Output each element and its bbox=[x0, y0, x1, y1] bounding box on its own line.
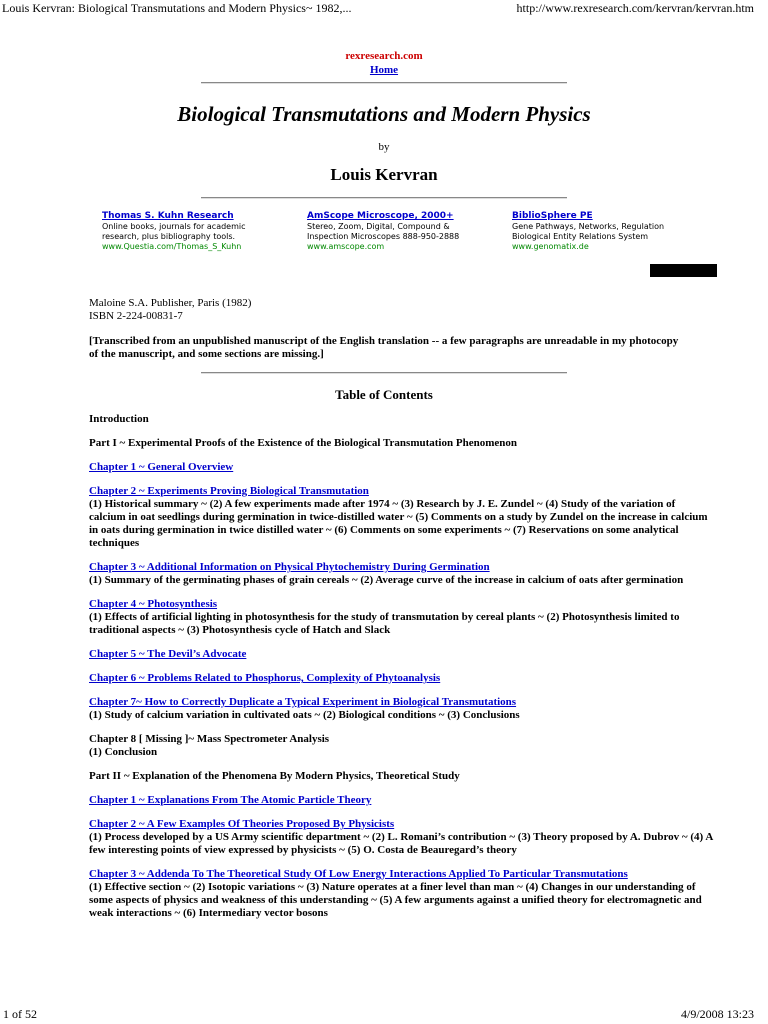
toc-chapter-desc: (1) Effects of artificial lighting in photosynthesis for the study of transmutation by cereal plants ~ (2) Photosynthesis limited to traditional aspects ~ (3) Photosynthesis cycle of Hatch and Slack bbox=[89, 611, 680, 636]
toc-chapter-desc: (1) Process developed by a US Army scientific department ~ (2) L. Romani’s contribution ~ (3) Theory proposed by A. Dubrov ~ (4) A few interesting points of view expressed by physicists ~ (5) O. Costa de Beauregard’s theory bbox=[89, 831, 713, 856]
print-footer bbox=[0, 1006, 768, 1024]
author-name: Louis Kervran bbox=[330, 165, 438, 184]
toc-p2-chapter-1-link[interactable]: Chapter 1 ~ Explanations From The Atomic Particle Theory bbox=[89, 794, 372, 806]
page-title: Biological Transmutations and Modern Physics bbox=[177, 102, 591, 126]
divider bbox=[201, 197, 567, 199]
home-link[interactable]: Home bbox=[369, 64, 399, 76]
isbn: ISBN 2-224-00831-7 bbox=[89, 310, 183, 322]
toc-p1-chapter-2-link[interactable]: Chapter 2 ~ Experiments Proving Biological Transmutation bbox=[89, 485, 369, 497]
toc-p1-chapter-5-link[interactable]: Chapter 5 ~ The Devil’s Advocate bbox=[89, 648, 247, 660]
ad-text: Gene Pathways, Networks, Regulation bbox=[512, 222, 665, 231]
toc-p1-chapter-4-link[interactable]: Chapter 4 ~ Photosynthesis bbox=[89, 598, 218, 610]
page-number: 1 of 52 bbox=[3, 1007, 37, 1021]
ad-url[interactable]: www.amscope.com bbox=[307, 242, 385, 251]
toc-p2-chapter-2-link[interactable]: Chapter 2 ~ A Few Examples Of Theories Proposed By Physicists bbox=[89, 818, 395, 830]
toc-p1-chapter-1-link[interactable]: Chapter 1 ~ General Overview bbox=[89, 461, 234, 473]
toc-chapter-desc: (1) Study of calcium variation in cultivated oats ~ (2) Biological conditions ~ (3) Conclusions bbox=[89, 709, 520, 721]
toc-p2-chapter-3-link[interactable]: Chapter 3 ~ Addenda To The Theoretical Study Of Low Energy Interactions Applied To Particular Transmutations bbox=[89, 868, 628, 880]
ad-item[interactable] bbox=[512, 211, 712, 252]
ad-choices-bar[interactable] bbox=[650, 264, 717, 277]
divider bbox=[201, 372, 567, 374]
byline: by bbox=[378, 141, 390, 153]
ad-text: Inspection Microscopes 888-950-2888 bbox=[307, 232, 460, 241]
toc-part-2: Part II ~ Explanation of the Phenomena By Modern Physics, Theoretical Study bbox=[89, 770, 460, 782]
ad-text: Stereo, Zoom, Digital, Compound & bbox=[307, 222, 450, 231]
site-name: rexresearch.com bbox=[345, 50, 423, 62]
ad-url[interactable]: www.Questia.com/Thomas_S_Kuhn bbox=[102, 242, 242, 251]
ad-text: research, plus bibliography tools. bbox=[102, 232, 236, 241]
transcription-note: [Transcribed from an unpublished manuscript of the English translation -- a few paragraphs are unreadable in my photocopy of the manuscript, and some sections are missing.] bbox=[89, 335, 679, 360]
toc-p1-chapter-7-link[interactable]: Chapter 7~ How to Correctly Duplicate a Typical Experiment in Biological Transmutations bbox=[89, 696, 517, 708]
toc-p1-chapter-3-link[interactable]: Chapter 3 ~ Additional Information on Physical Phytochemistry During Germination bbox=[89, 561, 490, 573]
toc-p1-chapter-6-link[interactable]: Chapter 6 ~ Problems Related to Phosphorus, Complexity of Phytoanalysis bbox=[89, 672, 441, 684]
toc-chapter-desc: (1) Historical summary ~ (2) A few experiments made after 1974 ~ (3) Research by J. E. Zundel ~ (4) Study of the variation of calcium in oat seedlings during germination in twice-distilled water ~ (5) Comments on a study by Zundel on the increase in calcium in oats during germination in twice distilled water ~ (6) Comments on some experiments ~ (7) Reservations on some analytical techniques bbox=[89, 498, 708, 549]
toc-introduction: Introduction bbox=[89, 413, 149, 425]
toc-chapter-desc: (1) Summary of the germinating phases of grain cereals ~ (2) Average curve of the increase in calcium of oats after germination bbox=[89, 574, 684, 586]
toc-chapter-desc: (1) Conclusion bbox=[89, 746, 158, 758]
ad-title[interactable]: AmScope Microscope, 2000+ bbox=[307, 211, 454, 221]
print-header-title: Louis Kervran: Biological Transmutations and Modern Physics~ 1982,... bbox=[2, 1, 352, 15]
toc-chapter-desc: (1) Effective section ~ (2) Isotopic variations ~ (3) Nature operates at a finer level than man ~ (4) Changes in our understanding of some aspects of physics and weakness of this understanding ~ (5) A few arguments against a unified theory for electromagnetic and weak interactions ~ (6) Intermediary vector bosons bbox=[89, 881, 702, 919]
toc-p1-chapter-8: Chapter 8 [ Missing ]~ Mass Spectrometer Analysis bbox=[89, 733, 330, 745]
print-datetime: 4/9/2008 13:23 bbox=[680, 1007, 754, 1021]
divider bbox=[201, 82, 567, 84]
ad-url[interactable]: www.genomatix.de bbox=[512, 242, 589, 251]
table-of-contents bbox=[89, 413, 714, 931]
ad-item[interactable] bbox=[307, 211, 507, 252]
ad-item[interactable] bbox=[102, 211, 302, 252]
ad-text: Biological Entity Relations System bbox=[512, 232, 649, 241]
toc-part-1: Part I ~ Experimental Proofs of the Existence of the Biological Transmutation Phenomenon bbox=[89, 437, 517, 449]
print-header-url: http://www.rexresearch.com/kervran/kervran.htm bbox=[516, 1, 754, 15]
print-header bbox=[0, 0, 768, 16]
ad-title[interactable]: Thomas S. Kuhn Research bbox=[102, 211, 234, 221]
ad-title[interactable]: BiblioSphere PE bbox=[512, 211, 593, 221]
publication-info bbox=[89, 297, 251, 323]
toc-heading: Table of Contents bbox=[335, 387, 433, 402]
publisher: Maloine S.A. Publisher, Paris (1982) bbox=[89, 297, 252, 309]
ad-text: Online books, journals for academic bbox=[102, 222, 246, 231]
